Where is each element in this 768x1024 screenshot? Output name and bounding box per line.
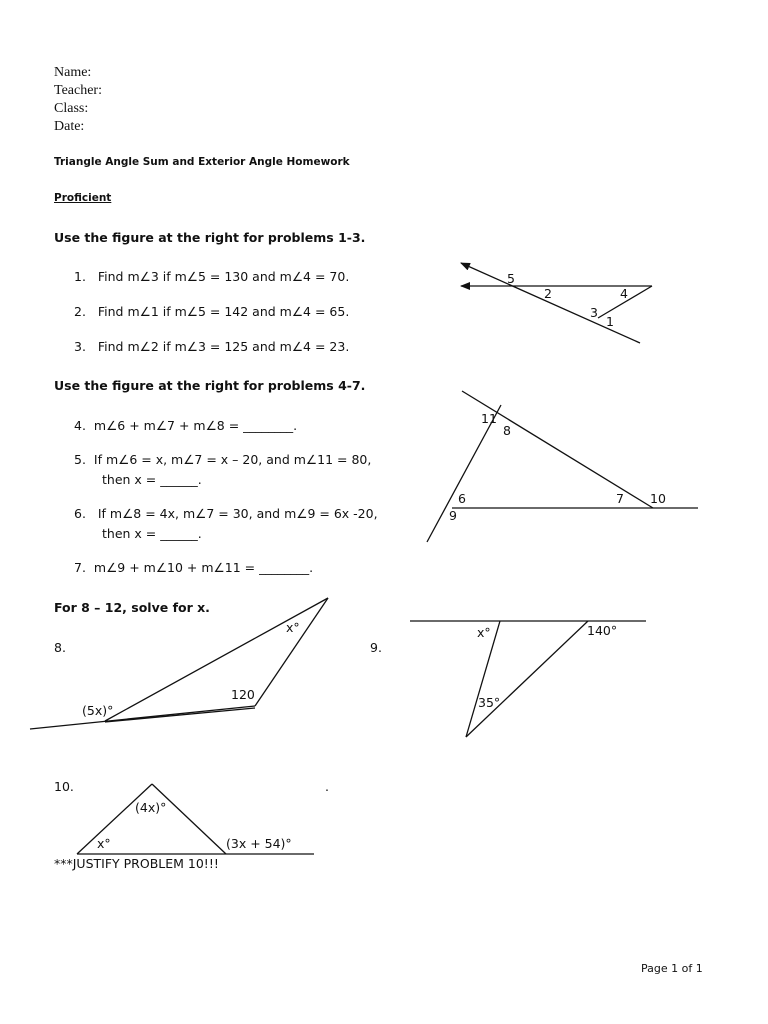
problem-number: 3. <box>74 339 86 354</box>
problem-8-number: 8. <box>54 640 66 655</box>
triangle-right-side <box>255 598 328 706</box>
problem-number: 2. <box>74 304 86 319</box>
extended-base <box>30 706 255 729</box>
problem-text: Find m∠3 if m∠5 = 130 and m∠4 = 70. <box>97 269 350 284</box>
angle-7-label: 7 <box>616 491 624 506</box>
angle-10-label: 10 <box>650 491 666 506</box>
angle-9-label: 9 <box>449 508 457 523</box>
extended-top-side <box>462 391 653 508</box>
problem-text: Find m∠2 if m∠3 = 125 and m∠4 = 23. <box>97 339 350 354</box>
ray-top-diagonal <box>461 263 640 343</box>
triangle-long-side <box>105 598 328 721</box>
problem-text: m∠9 + m∠10 + m∠11 = ________. <box>93 560 314 575</box>
angle-120-label: 120 <box>231 687 255 702</box>
class-label: Class: <box>54 101 89 116</box>
justify-note: ***JUSTIFY PROBLEM 10!!! <box>54 856 219 871</box>
problem-5-line-2: then x = ______. <box>102 472 202 487</box>
figure-9 <box>410 621 646 737</box>
problem-number: 4. <box>74 418 86 433</box>
angle-5x-label: (5x)° <box>82 703 114 718</box>
name-label: Name: <box>54 65 92 80</box>
problem-text: If m∠8 = 4x, m∠7 = 30, and m∠9 = 6x -20, <box>97 506 378 521</box>
angle-35-label: 35° <box>478 695 501 710</box>
page-number: Page 1 of 1 <box>641 962 703 975</box>
figure-4-7 <box>427 391 698 542</box>
problem-text: If m∠6 = x, m∠7 = x – 20, and m∠11 = 80, <box>93 452 372 467</box>
angle-8-label: 8 <box>503 423 511 438</box>
angle-2-label: 2 <box>544 286 552 301</box>
teacher-label: Teacher: <box>54 83 102 98</box>
problem-number: 1. <box>74 269 86 284</box>
x-angle-label: x° <box>286 620 300 635</box>
angle-5-label: 5 <box>507 271 515 286</box>
angle-4x-label: (4x)° <box>135 800 167 815</box>
angle-4-label: 4 <box>620 286 628 301</box>
triangle-right-side <box>152 784 226 854</box>
x-angle-label: x° <box>477 625 491 640</box>
problem-text: Find m∠1 if m∠5 = 142 and m∠4 = 65. <box>97 304 350 319</box>
date-label: Date: <box>54 119 85 134</box>
problem-9-number: 9. <box>370 640 382 655</box>
angle-6-label: 6 <box>458 491 466 506</box>
angle-1-label: 1 <box>606 314 614 329</box>
problem-text: m∠6 + m∠7 + m∠8 = ________. <box>93 418 298 433</box>
exterior-angle-label: (3x + 54)° <box>226 836 292 851</box>
problem-number: 6. <box>74 506 86 521</box>
problem-number: 5. <box>74 452 86 467</box>
level-heading: Proficient <box>54 192 112 204</box>
x-angle-label: x° <box>97 836 111 851</box>
angle-140-label: 140° <box>587 623 618 638</box>
triangle-left-side <box>77 784 152 854</box>
angle-11-label: 11 <box>481 411 497 426</box>
problem-number: 7. <box>74 560 86 575</box>
instruction-problems-1-3: Use the figure at the right for problems 1-3. <box>54 230 366 245</box>
angle-3-label: 3 <box>590 305 598 320</box>
problem-10-number: 10. <box>54 779 74 794</box>
triangle-base-inner <box>105 708 255 722</box>
figure-1-3 <box>461 263 652 343</box>
problem-6-line-2: then x = ______. <box>102 526 202 541</box>
instruction-problems-8-12: For 8 – 12, solve for x. <box>54 600 210 615</box>
figure-8 <box>30 598 328 729</box>
stray-dot: . <box>325 779 329 794</box>
instruction-problems-4-7: Use the figure at the right for problems 4-7. <box>54 378 366 393</box>
worksheet-title: Triangle Angle Sum and Exterior Angle Homework <box>54 156 350 168</box>
